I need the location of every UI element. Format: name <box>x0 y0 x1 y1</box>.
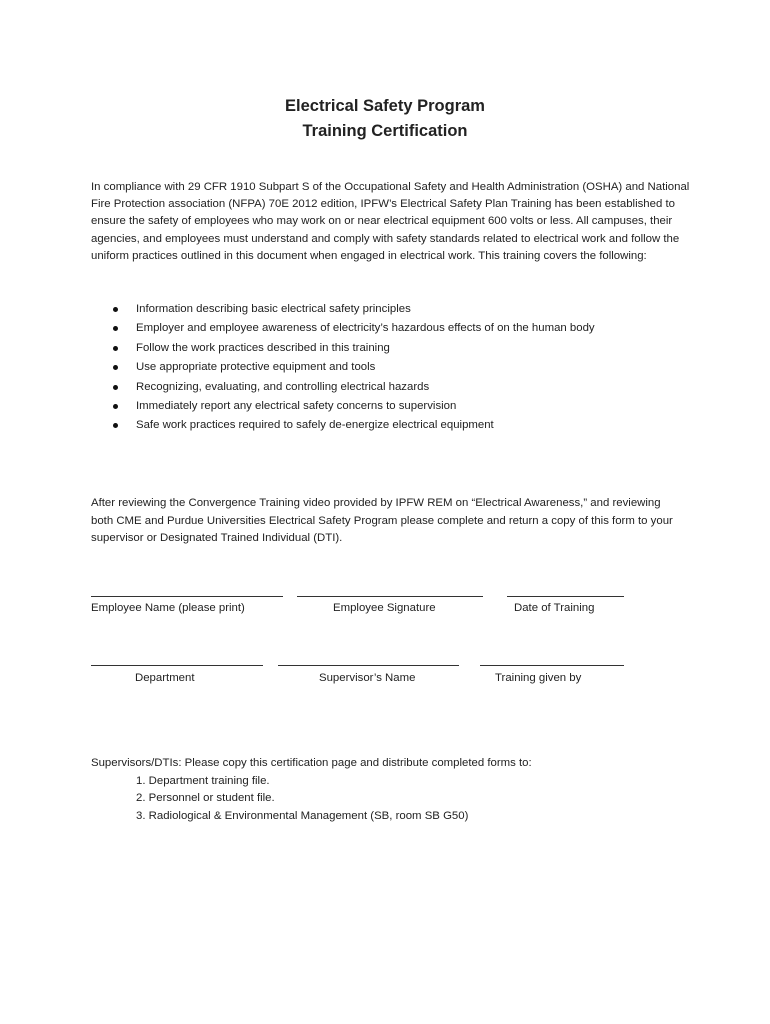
list-item <box>91 397 711 416</box>
list-item <box>91 378 711 397</box>
list-item-text: Safe work practices required to safely de-energize electrical equipment <box>136 419 494 432</box>
bullet-icon <box>113 404 118 409</box>
training-topics-list <box>91 300 711 436</box>
department-label: Department <box>135 672 195 684</box>
department-line[interactable] <box>91 665 263 666</box>
list-item: 3. Radiological & Environmental Management (SB, room SB G50) <box>136 809 469 822</box>
intro-paragraph: In compliance with 29 CFR 1910 Subpart S of the Occupational Safety and Health Administration (OSHA) and National Fire Protection association (NFPA) 70E 2012 edition, IPFW’s Electrical Safety Plan Training has been established to ensure the safety of employees who may work on or near electrical equipment 600 volts or less. All campuses, their agencies, and employees must understand and comply with safety standards related to electrical work and follow the uniform practices outlined in this document when engaged in electrical work. This training covers the following: <box>91 181 690 262</box>
training-given-by-line[interactable] <box>480 665 624 666</box>
list-item-text: Employer and employee awareness of electricity’s hazardous effects of on the human body <box>136 322 595 335</box>
list-item <box>91 300 711 319</box>
list-item <box>91 339 711 358</box>
date-of-training-line[interactable] <box>507 596 624 597</box>
employee-signature-line[interactable] <box>297 596 483 597</box>
list-item <box>91 358 711 377</box>
list-item <box>91 416 711 435</box>
list-item: 1. Department training file. <box>136 774 270 787</box>
bullet-icon <box>113 423 118 428</box>
supervisor-name-label: Supervisor’s Name <box>319 672 416 684</box>
document-title-line2: Training Certification <box>302 122 468 140</box>
employee-signature-label: Employee Signature <box>333 602 436 614</box>
distribution-intro: Supervisors/DTIs: Please copy this certification page and distribute completed forms to: <box>91 757 532 769</box>
list-item-text: Follow the work practices described in this training <box>136 341 390 354</box>
supervisor-name-line[interactable] <box>278 665 459 666</box>
employee-name-label: Employee Name (please print) <box>91 602 245 614</box>
training-given-by-label: Training given by <box>495 672 582 684</box>
distribution-list <box>91 773 691 826</box>
list-item: 2. Personnel or student file. <box>136 792 275 804</box>
instructions-paragraph: After reviewing the Convergence Training video provided by IPFW REM on “Electrical Awareness,” and reviewing both CME and Purdue Universities Electrical Safety Program please complete and return a copy of this form to your supervisor or Designated Trained Individual (DTI). <box>91 497 673 545</box>
bullet-icon <box>113 385 118 390</box>
bullet-icon <box>113 346 118 351</box>
employee-name-line[interactable] <box>91 596 283 597</box>
list-item-text: Recognizing, evaluating, and controlling electrical hazards <box>136 380 430 393</box>
document-title-line1: Electrical Safety Program <box>285 97 485 115</box>
bullet-icon <box>113 326 118 331</box>
list-item <box>91 319 711 338</box>
list-item-text: Immediately report any electrical safety concerns to supervision <box>136 399 457 412</box>
list-item-text: Information describing basic electrical safety principles <box>136 303 411 315</box>
date-of-training-label: Date of Training <box>514 602 595 614</box>
distribution-section <box>91 755 691 825</box>
bullet-icon <box>113 307 118 312</box>
list-item-text: Use appropriate protective equipment and tools <box>136 361 376 374</box>
bullet-icon <box>113 365 118 370</box>
